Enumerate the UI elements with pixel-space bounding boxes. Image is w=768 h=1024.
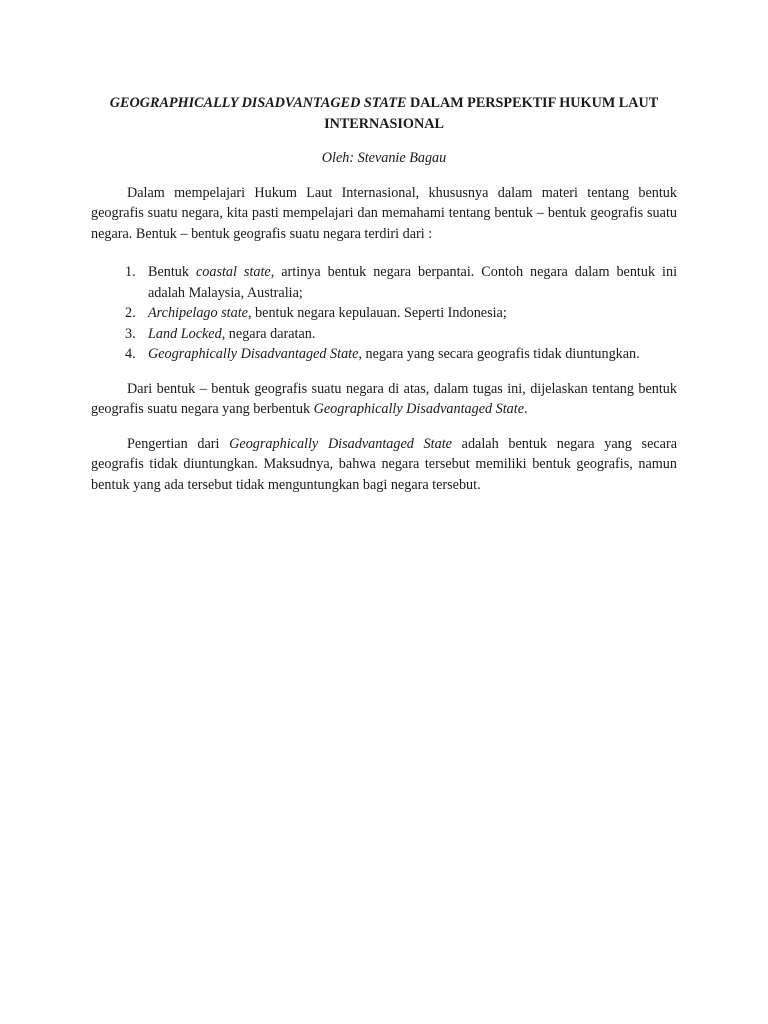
title-rest: DALAM PERSPEKTIF HUKUM LAUT INTERNASIONAL xyxy=(324,95,659,132)
list-text-after: , bentuk negara kepulauan. Seperti Indonesia; xyxy=(247,305,507,321)
list-number: 1. xyxy=(125,264,136,280)
para2-text-after: . xyxy=(524,401,528,417)
list-term: coastal state xyxy=(195,264,271,280)
list-term: Land Locked xyxy=(148,325,222,342)
para2-term: Geographically Disadvantaged State xyxy=(313,401,525,417)
list-item xyxy=(91,303,677,324)
list-term: Archipelago state xyxy=(148,305,248,321)
para3-text-after: adalah bentuk negara yang secara geografis tidak diuntungkan. Maksudnya, bahwa negara tersebut memiliki bentuk geografis, namun bentuk yang ada tersebut tidak menguntungkan bagi negara tersebut. xyxy=(91,435,677,493)
list-item xyxy=(91,344,677,365)
document-title xyxy=(91,93,677,134)
author-line: Oleh: Stevanie Bagau xyxy=(321,150,447,166)
paragraph-definition xyxy=(91,434,677,496)
geographic-forms-list xyxy=(91,262,677,365)
para2-text-before: Dari bentuk – bentuk geografis suatu negara di atas, dalam tugas ini, dijelaskan tentang bentuk geografis suatu negara yang berbentuk xyxy=(91,380,677,417)
intro-paragraph: Dalam mempelajari Hukum Laut Internasional, khususnya dalam materi tentang bentuk geografis suatu negara, kita pasti mempelajari dan memahami tentang bentuk – bentuk geografis suatu negara. Bentuk – bentuk geografis suatu negara terdiri dari : xyxy=(91,184,677,242)
list-text-after: , negara yang secara geografis tidak diuntungkan. xyxy=(358,346,640,362)
list-term: Geographically Disadvantaged State xyxy=(148,346,359,362)
list-number: 3. xyxy=(125,325,136,342)
list-item xyxy=(91,324,677,345)
paragraph-forms-summary xyxy=(91,379,677,420)
list-number: 2. xyxy=(125,305,136,321)
list-text-after: , negara daratan. xyxy=(221,325,316,342)
list-number: 4. xyxy=(125,346,136,362)
list-text-after: , artinya bentuk negara berpantai. Contoh negara dalam bentuk ini adalah Malaysia, Australia; xyxy=(148,264,678,301)
para3-text-before: Pengertian dari xyxy=(127,435,230,452)
para3-term: Geographically Disadvantaged State xyxy=(229,435,452,452)
list-item xyxy=(91,262,677,303)
list-text-before: Bentuk xyxy=(148,264,196,280)
title-italic-part: GEOGRAPHICALLY DISADVANTAGED STATE xyxy=(109,95,407,111)
